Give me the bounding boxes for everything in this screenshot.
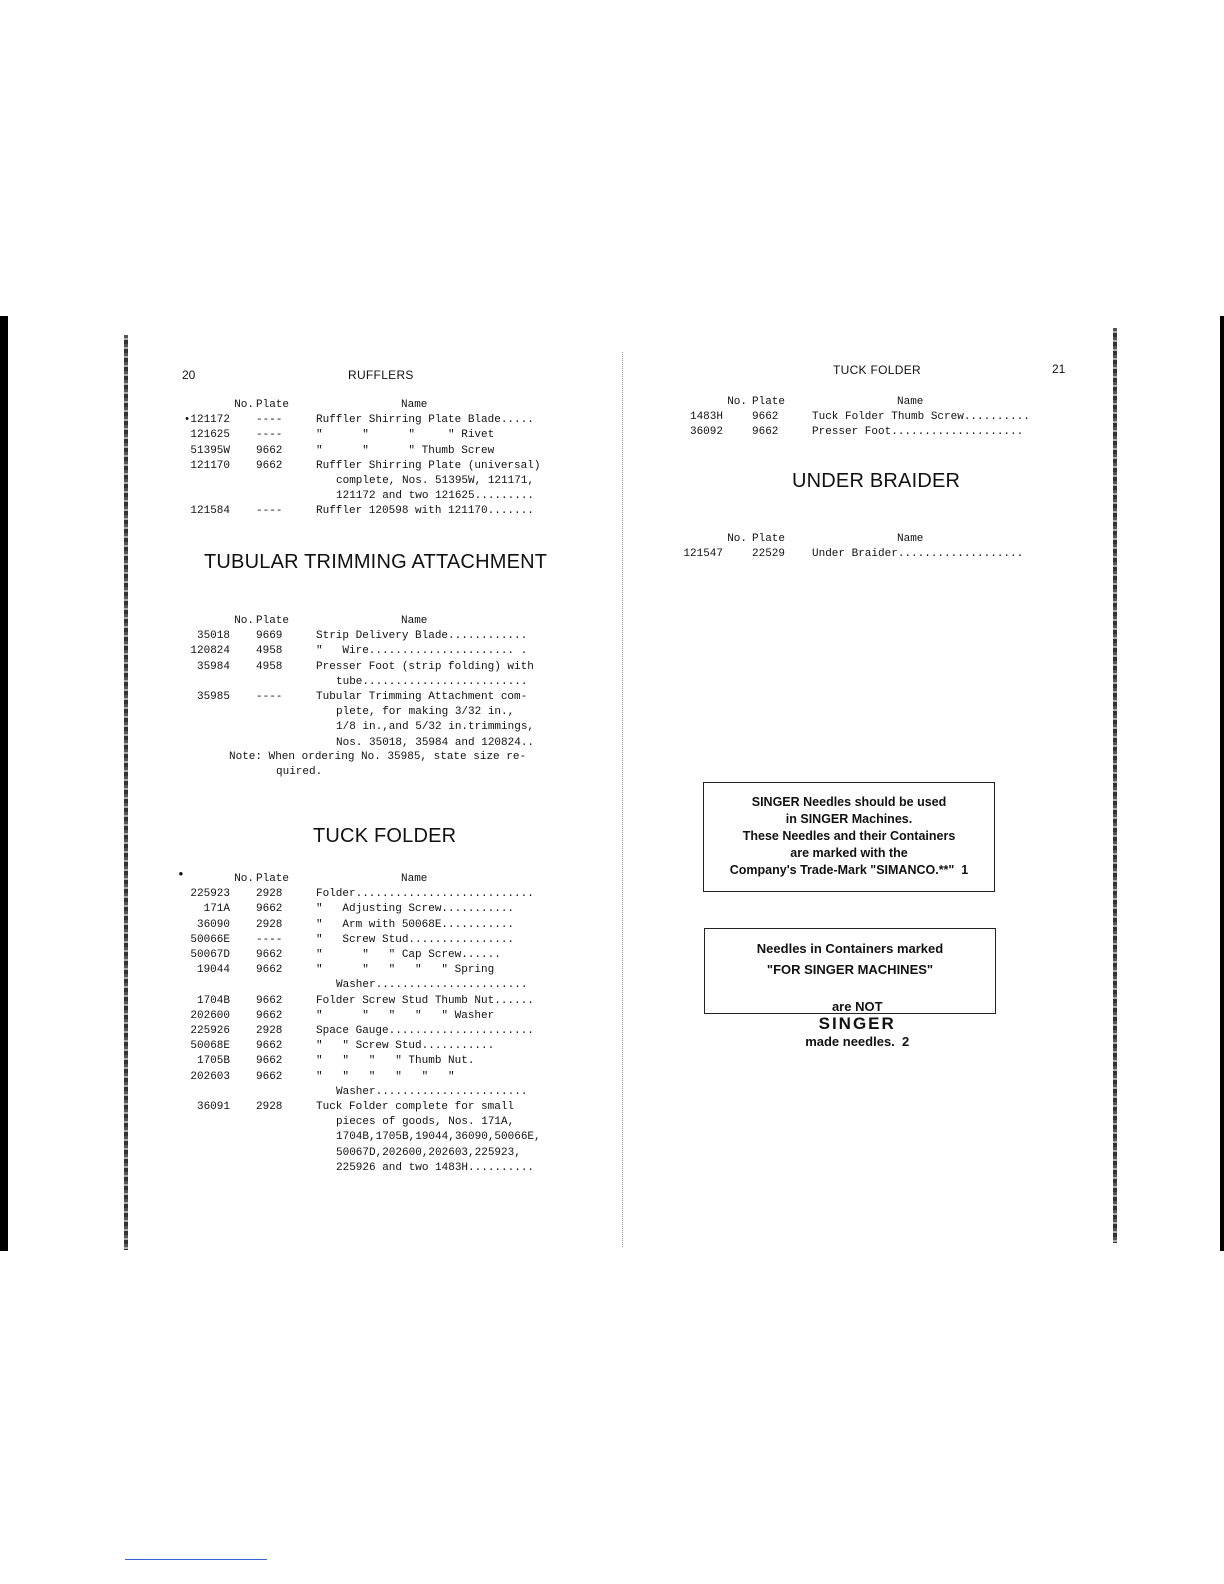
bullet-mark: • xyxy=(177,867,185,882)
tubular-trimming-title: TUBULAR TRIMMING ATTACHMENT xyxy=(204,551,548,573)
part-name: " " " " Rivet xyxy=(316,429,495,442)
part-name-continuation: Washer....................... xyxy=(336,979,528,992)
part-name: " Screw Stud................ xyxy=(316,933,515,946)
part-name: " " " " " Washer xyxy=(316,1009,495,1022)
notice2-are-not: are NOT xyxy=(831,999,883,1014)
tuck-folder-table xyxy=(160,872,550,1182)
plate-number: 9662 xyxy=(752,411,779,424)
table-row xyxy=(160,459,550,505)
part-name: Presser Foot.................... xyxy=(812,426,1024,439)
tuck-folder-cont-header-plate: Plate xyxy=(752,396,786,408)
part-number: 35984 xyxy=(196,660,230,673)
table-row xyxy=(655,425,1045,440)
plate-number: ---- xyxy=(256,505,283,518)
plate-number: 2928 xyxy=(256,918,283,931)
part-number: 225923 xyxy=(190,888,230,901)
part-number: 1704B xyxy=(196,994,230,1007)
plate-number: 9662 xyxy=(752,426,779,439)
part-name: " " " Thumb Screw xyxy=(316,444,495,457)
part-number: 120824 xyxy=(190,645,230,658)
simanco-line-2: in SINGER Machines. xyxy=(785,812,913,826)
binding-edge-right xyxy=(1113,328,1117,1243)
plate-number: 2928 xyxy=(256,1101,283,1113)
table-row xyxy=(160,918,550,933)
tuck-folder-cont-header-no: No. xyxy=(727,396,747,408)
plate-number: ---- xyxy=(256,933,283,946)
table-row xyxy=(160,948,550,963)
plate-number: 9662 xyxy=(256,994,283,1007)
part-number: 121584 xyxy=(190,505,230,518)
page-gutter xyxy=(622,352,623,1247)
part-name-continuation: Washer....................... xyxy=(336,1085,528,1098)
simanco-line-4: are marked with the xyxy=(790,846,908,860)
binding-edge-left xyxy=(124,335,128,1250)
tuck-folder-header-name: Name xyxy=(401,873,428,885)
part-number: 1483H xyxy=(689,411,723,424)
plate-number: 9662 xyxy=(256,459,283,472)
plate-number: 9662 xyxy=(256,903,283,916)
tubular-header-no: No. xyxy=(234,615,254,627)
part-name-continuation: 1704B,1705B,19044,36090,50066E, xyxy=(336,1131,541,1144)
part-name: Presser Foot (strip folding) with xyxy=(316,660,534,673)
part-name-continuation: complete, Nos. 51395W, 121171, xyxy=(336,474,535,487)
plate-number: 2928 xyxy=(256,888,283,901)
plate-number: ---- xyxy=(256,691,283,703)
part-number: 225926 xyxy=(190,1025,230,1037)
table-row xyxy=(160,690,550,751)
part-name-continuation: plete, for making 3/32 in., xyxy=(336,706,515,719)
part-number: 202603 xyxy=(190,1070,230,1083)
part-number: 50066E xyxy=(190,933,230,946)
tuck-folder-cont-header-name: Name xyxy=(897,396,924,408)
table-row xyxy=(160,1054,550,1069)
notice2-line-3 xyxy=(705,981,995,1067)
part-name-continuation: 50067D,202600,202603,225923, xyxy=(336,1146,521,1159)
part-name: " " " " " " xyxy=(316,1070,455,1083)
part-name: " Adjusting Screw........... xyxy=(316,903,515,916)
left-page-number: 20 xyxy=(182,368,196,382)
part-number: 121625 xyxy=(190,429,230,442)
plate-number: 9662 xyxy=(256,1070,283,1083)
part-name: Ruffler 120598 with 121170....... xyxy=(316,505,534,518)
under-braider-title: UNDER BRAIDER xyxy=(792,470,961,492)
part-name: Folder Screw Stud Thumb Nut...... xyxy=(316,994,534,1007)
table-row xyxy=(160,1024,550,1039)
table-row xyxy=(160,1039,550,1054)
part-number: •121172 xyxy=(183,414,230,427)
notice2-line-1: Needles in Containers marked xyxy=(756,941,944,956)
tubular-note-line-1: Note: When ordering No. 35985, state size re- xyxy=(229,751,527,763)
rufflers-table xyxy=(160,398,550,528)
part-name: " Arm with 50068E........... xyxy=(316,918,515,931)
table-row xyxy=(160,629,550,644)
plate-number: 9662 xyxy=(256,949,283,961)
bottom-underline xyxy=(125,1559,267,1560)
plate-number: 9662 xyxy=(256,444,283,457)
rufflers-header-plate: Plate xyxy=(256,399,290,411)
part-name: " " " " Thumb Nut. xyxy=(316,1055,475,1068)
table-row xyxy=(160,413,550,428)
plate-number: 9662 xyxy=(256,964,283,977)
singer-brand-mark: SINGER xyxy=(818,1014,896,1033)
part-name-continuation: 121172 and two 121625......... xyxy=(336,490,535,503)
part-number: 50067D xyxy=(190,949,230,961)
part-name: Ruffler Shirring Plate (universal) xyxy=(316,459,541,472)
tubular-trimming-table xyxy=(160,614,550,754)
table-row xyxy=(160,660,550,690)
part-name: Under Braider................... xyxy=(812,548,1024,561)
part-name: Folder........................... xyxy=(316,888,534,901)
tuck-folder-header-no: No. xyxy=(234,873,254,885)
part-name: Strip Delivery Blade............ xyxy=(316,630,528,643)
part-number: 1705B xyxy=(196,1055,230,1068)
table-row xyxy=(655,547,1045,562)
part-name: " Wire...................... . xyxy=(316,645,528,658)
plate-number: 4958 xyxy=(256,645,283,658)
tubular-header-name: Name xyxy=(401,615,428,627)
simanco-notice-box xyxy=(703,782,995,892)
part-name-continuation: 225926 and two 1483H.......... xyxy=(336,1161,535,1174)
part-number: 36091 xyxy=(196,1101,230,1113)
plate-number: 9662 xyxy=(256,1055,283,1068)
part-number: 19044 xyxy=(196,964,230,977)
table-row xyxy=(160,428,550,443)
part-number: 121170 xyxy=(190,459,230,472)
part-number: 202600 xyxy=(190,1009,230,1022)
notice2-made-needles: made needles. 2 xyxy=(805,1034,910,1049)
tuck-folder-title: TUCK FOLDER xyxy=(313,825,457,847)
part-name: Tuck Folder Thumb Screw.......... xyxy=(812,411,1030,424)
plate-number: ---- xyxy=(256,429,283,442)
simanco-line-5: Company's Trade-Mark "SIMANCO.**" 1 xyxy=(729,863,969,877)
part-name: Space Gauge...................... xyxy=(316,1025,534,1037)
part-name: " " " Cap Screw...... xyxy=(316,949,501,961)
under-braider-header-no: No. xyxy=(727,533,747,545)
scan-edge-right xyxy=(1220,316,1224,1251)
under-braider-header-name: Name xyxy=(897,533,924,545)
table-row xyxy=(160,444,550,459)
part-name: " " Screw Stud........... xyxy=(316,1040,495,1053)
table-row xyxy=(655,410,1045,425)
part-number: 171A xyxy=(203,903,230,916)
part-name: " " " " " Spring xyxy=(316,964,495,977)
part-number: 121547 xyxy=(683,548,723,561)
rufflers-header-no: No. xyxy=(234,399,254,411)
plate-number: 4958 xyxy=(256,660,283,673)
plate-number: 9662 xyxy=(256,1009,283,1022)
plate-number: 9669 xyxy=(256,630,283,643)
part-number: 50068E xyxy=(190,1040,230,1053)
tubular-note-line-2: quired. xyxy=(276,766,323,778)
plate-number: 9662 xyxy=(256,1040,283,1053)
table-row xyxy=(160,504,550,519)
notice2-line-2: "FOR SINGER MACHINES" xyxy=(766,962,934,977)
tuck-folder-cont-table xyxy=(655,395,1045,445)
table-row xyxy=(160,1070,550,1100)
part-name: Tubular Trimming Attachment com- xyxy=(316,691,528,703)
right-page-number: 21 xyxy=(1052,362,1066,376)
table-row xyxy=(160,994,550,1009)
table-row xyxy=(160,963,550,993)
part-name-continuation: pieces of goods, Nos. 171A, xyxy=(336,1116,515,1129)
singer-machines-notice-box xyxy=(704,928,996,1049)
part-number: 36090 xyxy=(196,918,230,931)
table-row xyxy=(160,1009,550,1024)
simanco-line-1: SINGER Needles should be used xyxy=(751,795,947,809)
table-row xyxy=(160,902,550,917)
simanco-line-3: These Needles and their Containers xyxy=(742,829,956,843)
table-row xyxy=(160,644,550,659)
part-name-continuation: Nos. 35018, 35984 and 120824.. xyxy=(336,736,535,749)
under-braider-table xyxy=(655,532,1045,567)
plate-number: 22529 xyxy=(752,548,786,561)
part-number: 36092 xyxy=(689,426,723,439)
left-running-head: RUFFLERS xyxy=(348,368,414,382)
table-row xyxy=(160,1100,550,1176)
part-number: 35985 xyxy=(196,691,230,703)
part-name: Ruffler Shirring Plate Blade..... xyxy=(316,414,534,427)
table-row xyxy=(160,887,550,902)
part-name: Tuck Folder complete for small xyxy=(316,1101,515,1113)
plate-number: ---- xyxy=(256,414,283,427)
right-running-head: TUCK FOLDER xyxy=(833,363,921,377)
table-row xyxy=(160,933,550,948)
scan-edge-left xyxy=(0,316,8,1251)
part-name-continuation: tube......................... xyxy=(336,675,528,688)
plate-number: 2928 xyxy=(256,1025,283,1037)
tuck-folder-header-plate: Plate xyxy=(256,873,290,885)
tubular-header-plate: Plate xyxy=(256,615,290,627)
under-braider-header-plate: Plate xyxy=(752,533,786,545)
part-name-continuation: 1/8 in.,and 5/32 in.trimmings, xyxy=(336,721,535,734)
rufflers-header-name: Name xyxy=(401,399,428,411)
part-number: 51395W xyxy=(190,444,230,457)
part-number: 35018 xyxy=(196,630,230,643)
